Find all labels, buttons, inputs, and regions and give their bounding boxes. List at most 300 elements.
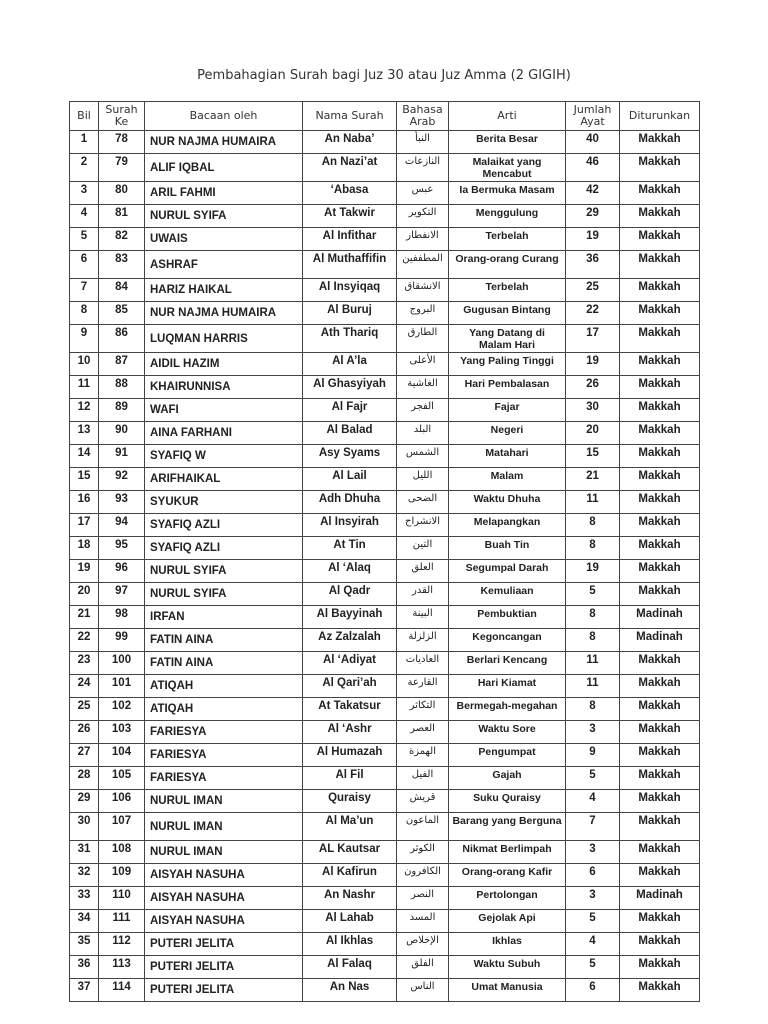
cell-nama-surah: Al A’la bbox=[303, 353, 397, 376]
cell-nama-surah: At Tin bbox=[303, 537, 397, 560]
cell-arti: Nikmat Berlimpah bbox=[449, 841, 566, 864]
cell-surah-ke: 82 bbox=[99, 228, 145, 251]
cell-jumlah-ayat: 5 bbox=[566, 583, 620, 606]
cell-bil: 6 bbox=[70, 251, 99, 279]
cell-arti: Terbelah bbox=[449, 228, 566, 251]
cell-nama-surah: AL Kautsar bbox=[303, 841, 397, 864]
cell-arabic: التين bbox=[397, 537, 449, 560]
cell-bil: 1 bbox=[70, 131, 99, 154]
cell-nama-surah: Al Humazah bbox=[303, 744, 397, 767]
cell-diturunkan: Makkah bbox=[620, 445, 700, 468]
cell-nama-surah: An Nashr bbox=[303, 887, 397, 910]
cell-surah-ke: 94 bbox=[99, 514, 145, 537]
cell-arabic: العلق bbox=[397, 560, 449, 583]
header-bahasa-arab: Bahasa Arab bbox=[397, 102, 449, 131]
cell-arabic: القدر bbox=[397, 583, 449, 606]
surah-table bbox=[69, 101, 700, 1002]
cell-reader: LUQMAN HARRIS bbox=[145, 325, 303, 353]
cell-arti: Kemuliaan bbox=[449, 583, 566, 606]
cell-arti: Pertolongan bbox=[449, 887, 566, 910]
cell-arabic: المطففين bbox=[397, 251, 449, 279]
table-row bbox=[70, 606, 700, 629]
cell-bil: 18 bbox=[70, 537, 99, 560]
cell-jumlah-ayat: 46 bbox=[566, 154, 620, 182]
cell-arabic: الانشراح bbox=[397, 514, 449, 537]
cell-bil: 4 bbox=[70, 205, 99, 228]
cell-nama-surah: Al Insyiqaq bbox=[303, 279, 397, 302]
cell-diturunkan: Makkah bbox=[620, 491, 700, 514]
cell-arti: Suku Quraisy bbox=[449, 790, 566, 813]
cell-reader: ATIQAH bbox=[145, 675, 303, 698]
cell-arti: Berlari Kencang bbox=[449, 652, 566, 675]
cell-bil: 35 bbox=[70, 933, 99, 956]
cell-nama-surah: An Nas bbox=[303, 979, 397, 1002]
cell-reader: NURUL SYIFA bbox=[145, 205, 303, 228]
cell-surah-ke: 106 bbox=[99, 790, 145, 813]
table-row bbox=[70, 721, 700, 744]
cell-reader: NURUL SYIFA bbox=[145, 560, 303, 583]
table-row bbox=[70, 468, 700, 491]
cell-arti: Hari Pembalasan bbox=[449, 376, 566, 399]
cell-diturunkan: Makkah bbox=[620, 583, 700, 606]
cell-bil: 17 bbox=[70, 514, 99, 537]
cell-bil: 27 bbox=[70, 744, 99, 767]
cell-reader: AINA FARHANI bbox=[145, 422, 303, 445]
cell-arti: Pengumpat bbox=[449, 744, 566, 767]
cell-arti: Menggulung bbox=[449, 205, 566, 228]
table-row bbox=[70, 154, 700, 182]
cell-surah-ke: 95 bbox=[99, 537, 145, 560]
table-row bbox=[70, 864, 700, 887]
cell-arti: Kegoncangan bbox=[449, 629, 566, 652]
cell-bil: 10 bbox=[70, 353, 99, 376]
cell-arabic: المسد bbox=[397, 910, 449, 933]
cell-arti: Fajar bbox=[449, 399, 566, 422]
cell-reader: AISYAH NASUHA bbox=[145, 910, 303, 933]
cell-diturunkan: Makkah bbox=[620, 422, 700, 445]
cell-nama-surah: Al Infithar bbox=[303, 228, 397, 251]
table-row bbox=[70, 251, 700, 279]
cell-arabic: البينة bbox=[397, 606, 449, 629]
cell-jumlah-ayat: 7 bbox=[566, 813, 620, 841]
table-row bbox=[70, 583, 700, 606]
cell-nama-surah: Al Bayyinah bbox=[303, 606, 397, 629]
cell-jumlah-ayat: 19 bbox=[566, 353, 620, 376]
cell-jumlah-ayat: 36 bbox=[566, 251, 620, 279]
table-row bbox=[70, 841, 700, 864]
cell-nama-surah: Al Muthaffifin bbox=[303, 251, 397, 279]
cell-diturunkan: Madinah bbox=[620, 606, 700, 629]
cell-arabic: النازعات bbox=[397, 154, 449, 182]
cell-jumlah-ayat: 22 bbox=[566, 302, 620, 325]
cell-reader: ARIL FAHMI bbox=[145, 182, 303, 205]
cell-arti: Negeri bbox=[449, 422, 566, 445]
cell-bil: 7 bbox=[70, 279, 99, 302]
table-row bbox=[70, 514, 700, 537]
cell-jumlah-ayat: 3 bbox=[566, 887, 620, 910]
cell-reader: NURUL SYIFA bbox=[145, 583, 303, 606]
cell-jumlah-ayat: 30 bbox=[566, 399, 620, 422]
cell-reader: ARIFHAIKAL bbox=[145, 468, 303, 491]
cell-jumlah-ayat: 6 bbox=[566, 864, 620, 887]
cell-arti: Malam bbox=[449, 468, 566, 491]
cell-surah-ke: 112 bbox=[99, 933, 145, 956]
cell-nama-surah: An Nazi’at bbox=[303, 154, 397, 182]
cell-surah-ke: 92 bbox=[99, 468, 145, 491]
cell-diturunkan: Makkah bbox=[620, 652, 700, 675]
cell-bil: 24 bbox=[70, 675, 99, 698]
cell-diturunkan: Makkah bbox=[620, 841, 700, 864]
cell-arabic: الأعلى bbox=[397, 353, 449, 376]
cell-reader: PUTERI JELITA bbox=[145, 933, 303, 956]
cell-surah-ke: 91 bbox=[99, 445, 145, 468]
cell-bil: 28 bbox=[70, 767, 99, 790]
cell-jumlah-ayat: 4 bbox=[566, 790, 620, 813]
cell-arabic: القارعة bbox=[397, 675, 449, 698]
cell-jumlah-ayat: 4 bbox=[566, 933, 620, 956]
cell-jumlah-ayat: 8 bbox=[566, 698, 620, 721]
cell-reader: SYUKUR bbox=[145, 491, 303, 514]
cell-diturunkan: Makkah bbox=[620, 131, 700, 154]
cell-surah-ke: 86 bbox=[99, 325, 145, 353]
cell-bil: 33 bbox=[70, 887, 99, 910]
cell-arti: Yang Datang di Malam Hari bbox=[449, 325, 566, 353]
cell-bil: 2 bbox=[70, 154, 99, 182]
cell-arabic: الزلزلة bbox=[397, 629, 449, 652]
cell-nama-surah: Al Lail bbox=[303, 468, 397, 491]
cell-diturunkan: Makkah bbox=[620, 325, 700, 353]
cell-arti: Segumpal Darah bbox=[449, 560, 566, 583]
cell-arabic: الكوثر bbox=[397, 841, 449, 864]
cell-arabic: الفجر bbox=[397, 399, 449, 422]
cell-nama-surah: Al ‘Adiyat bbox=[303, 652, 397, 675]
cell-arabic: الانفطار bbox=[397, 228, 449, 251]
cell-diturunkan: Madinah bbox=[620, 629, 700, 652]
cell-reader: ATIQAH bbox=[145, 698, 303, 721]
cell-nama-surah: Ath Thariq bbox=[303, 325, 397, 353]
cell-surah-ke: 107 bbox=[99, 813, 145, 841]
cell-diturunkan: Madinah bbox=[620, 887, 700, 910]
cell-arti: Yang Paling Tinggi bbox=[449, 353, 566, 376]
cell-jumlah-ayat: 6 bbox=[566, 979, 620, 1002]
cell-reader: NURUL IMAN bbox=[145, 790, 303, 813]
cell-reader: NURUL IMAN bbox=[145, 813, 303, 841]
cell-reader: SYAFIQ W bbox=[145, 445, 303, 468]
cell-reader: KHAIRUNNISA bbox=[145, 376, 303, 399]
cell-surah-ke: 114 bbox=[99, 979, 145, 1002]
cell-surah-ke: 87 bbox=[99, 353, 145, 376]
header-bacaan-oleh: Bacaan oleh bbox=[145, 102, 303, 131]
cell-diturunkan: Makkah bbox=[620, 721, 700, 744]
header-nama-surah: Nama Surah bbox=[303, 102, 397, 131]
cell-nama-surah: Al Qadr bbox=[303, 583, 397, 606]
cell-diturunkan: Makkah bbox=[620, 698, 700, 721]
cell-arti: Waktu Subuh bbox=[449, 956, 566, 979]
cell-arabic: الشمس bbox=[397, 445, 449, 468]
cell-diturunkan: Makkah bbox=[620, 790, 700, 813]
cell-jumlah-ayat: 26 bbox=[566, 376, 620, 399]
cell-jumlah-ayat: 5 bbox=[566, 767, 620, 790]
cell-jumlah-ayat: 11 bbox=[566, 675, 620, 698]
cell-arti: Gugusan Bintang bbox=[449, 302, 566, 325]
cell-reader: AISYAH NASUHA bbox=[145, 864, 303, 887]
cell-surah-ke: 105 bbox=[99, 767, 145, 790]
cell-nama-surah: At Takwir bbox=[303, 205, 397, 228]
table-row bbox=[70, 767, 700, 790]
cell-bil: 22 bbox=[70, 629, 99, 652]
cell-surah-ke: 97 bbox=[99, 583, 145, 606]
cell-arti: Hari Kiamat bbox=[449, 675, 566, 698]
table-row bbox=[70, 698, 700, 721]
cell-jumlah-ayat: 19 bbox=[566, 228, 620, 251]
cell-surah-ke: 83 bbox=[99, 251, 145, 279]
cell-reader: FARIESYA bbox=[145, 721, 303, 744]
cell-surah-ke: 78 bbox=[99, 131, 145, 154]
cell-bil: 11 bbox=[70, 376, 99, 399]
cell-surah-ke: 104 bbox=[99, 744, 145, 767]
cell-reader: AISYAH NASUHA bbox=[145, 887, 303, 910]
cell-bil: 31 bbox=[70, 841, 99, 864]
cell-reader: SYAFIQ AZLI bbox=[145, 514, 303, 537]
cell-jumlah-ayat: 40 bbox=[566, 131, 620, 154]
cell-reader: IRFAN bbox=[145, 606, 303, 629]
cell-nama-surah: Al Fajr bbox=[303, 399, 397, 422]
cell-arti: Buah Tin bbox=[449, 537, 566, 560]
cell-nama-surah: Al Kafirun bbox=[303, 864, 397, 887]
cell-diturunkan: Makkah bbox=[620, 353, 700, 376]
cell-surah-ke: 93 bbox=[99, 491, 145, 514]
cell-surah-ke: 99 bbox=[99, 629, 145, 652]
cell-surah-ke: 81 bbox=[99, 205, 145, 228]
cell-jumlah-ayat: 11 bbox=[566, 491, 620, 514]
cell-surah-ke: 96 bbox=[99, 560, 145, 583]
cell-nama-surah: An Naba’ bbox=[303, 131, 397, 154]
cell-arabic: النبأ bbox=[397, 131, 449, 154]
cell-arti: Matahari bbox=[449, 445, 566, 468]
table-row bbox=[70, 491, 700, 514]
cell-arabic: البروج bbox=[397, 302, 449, 325]
cell-nama-surah: Al Ghasyiyah bbox=[303, 376, 397, 399]
cell-diturunkan: Makkah bbox=[620, 933, 700, 956]
cell-arti: Ia Bermuka Masam bbox=[449, 182, 566, 205]
cell-arabic: الطارق bbox=[397, 325, 449, 353]
cell-nama-surah: Al Balad bbox=[303, 422, 397, 445]
cell-diturunkan: Makkah bbox=[620, 910, 700, 933]
cell-surah-ke: 90 bbox=[99, 422, 145, 445]
cell-diturunkan: Makkah bbox=[620, 864, 700, 887]
cell-reader: UWAIS bbox=[145, 228, 303, 251]
cell-nama-surah: Al Ma’un bbox=[303, 813, 397, 841]
cell-bil: 14 bbox=[70, 445, 99, 468]
cell-diturunkan: Makkah bbox=[620, 744, 700, 767]
cell-jumlah-ayat: 8 bbox=[566, 606, 620, 629]
table-row bbox=[70, 228, 700, 251]
cell-arti: Berita Besar bbox=[449, 131, 566, 154]
cell-reader: ALIF IQBAL bbox=[145, 154, 303, 182]
table-row bbox=[70, 302, 700, 325]
table-row bbox=[70, 790, 700, 813]
header-surah-ke: Surah Ke bbox=[99, 102, 145, 131]
cell-surah-ke: 89 bbox=[99, 399, 145, 422]
cell-surah-ke: 103 bbox=[99, 721, 145, 744]
cell-surah-ke: 100 bbox=[99, 652, 145, 675]
cell-arti: Gejolak Api bbox=[449, 910, 566, 933]
table-row bbox=[70, 353, 700, 376]
cell-nama-surah: Quraisy bbox=[303, 790, 397, 813]
table-row bbox=[70, 813, 700, 841]
document-title: Pembahagian Surah bagi Juz 30 atau Juz Amma (2 GIGIH) bbox=[197, 68, 571, 83]
cell-reader: HARIZ HAIKAL bbox=[145, 279, 303, 302]
cell-surah-ke: 113 bbox=[99, 956, 145, 979]
table-row bbox=[70, 325, 700, 353]
cell-diturunkan: Makkah bbox=[620, 376, 700, 399]
cell-arabic: البلد bbox=[397, 422, 449, 445]
cell-arabic: الضحى bbox=[397, 491, 449, 514]
table-row bbox=[70, 652, 700, 675]
table-row bbox=[70, 537, 700, 560]
cell-nama-surah: Az Zalzalah bbox=[303, 629, 397, 652]
cell-arabic: الإخلاص bbox=[397, 933, 449, 956]
header-row bbox=[70, 102, 700, 131]
cell-surah-ke: 79 bbox=[99, 154, 145, 182]
cell-arabic: العاديات bbox=[397, 652, 449, 675]
cell-surah-ke: 102 bbox=[99, 698, 145, 721]
cell-reader: WAFI bbox=[145, 399, 303, 422]
cell-diturunkan: Makkah bbox=[620, 182, 700, 205]
cell-arti: Waktu Sore bbox=[449, 721, 566, 744]
cell-nama-surah: Al Buruj bbox=[303, 302, 397, 325]
cell-bil: 20 bbox=[70, 583, 99, 606]
cell-jumlah-ayat: 11 bbox=[566, 652, 620, 675]
table-row bbox=[70, 933, 700, 956]
cell-diturunkan: Makkah bbox=[620, 537, 700, 560]
cell-bil: 9 bbox=[70, 325, 99, 353]
cell-bil: 19 bbox=[70, 560, 99, 583]
cell-arti: Orang-orang Kafir bbox=[449, 864, 566, 887]
cell-arti: Pembuktian bbox=[449, 606, 566, 629]
table-row bbox=[70, 445, 700, 468]
cell-jumlah-ayat: 15 bbox=[566, 445, 620, 468]
cell-diturunkan: Makkah bbox=[620, 813, 700, 841]
header-arti: Arti bbox=[449, 102, 566, 131]
table-body bbox=[70, 131, 700, 1002]
cell-arabic: عبس bbox=[397, 182, 449, 205]
cell-reader: PUTERI JELITA bbox=[145, 979, 303, 1002]
cell-reader: FARIESYA bbox=[145, 744, 303, 767]
table-row bbox=[70, 279, 700, 302]
cell-surah-ke: 111 bbox=[99, 910, 145, 933]
cell-reader: AIDIL HAZIM bbox=[145, 353, 303, 376]
cell-diturunkan: Makkah bbox=[620, 514, 700, 537]
cell-bil: 3 bbox=[70, 182, 99, 205]
cell-jumlah-ayat: 20 bbox=[566, 422, 620, 445]
cell-arti: Umat Manusia bbox=[449, 979, 566, 1002]
cell-arabic: قريش bbox=[397, 790, 449, 813]
cell-nama-surah: Al Lahab bbox=[303, 910, 397, 933]
cell-diturunkan: Makkah bbox=[620, 251, 700, 279]
cell-arti: Barang yang Berguna bbox=[449, 813, 566, 841]
table-row bbox=[70, 131, 700, 154]
cell-jumlah-ayat: 5 bbox=[566, 910, 620, 933]
cell-bil: 34 bbox=[70, 910, 99, 933]
cell-diturunkan: Makkah bbox=[620, 675, 700, 698]
cell-bil: 36 bbox=[70, 956, 99, 979]
cell-diturunkan: Makkah bbox=[620, 205, 700, 228]
cell-surah-ke: 80 bbox=[99, 182, 145, 205]
cell-arabic: التكاثر bbox=[397, 698, 449, 721]
cell-bil: 8 bbox=[70, 302, 99, 325]
cell-surah-ke: 101 bbox=[99, 675, 145, 698]
cell-diturunkan: Makkah bbox=[620, 468, 700, 491]
header-jumlah-ayat: Jumlah Ayat bbox=[566, 102, 620, 131]
cell-jumlah-ayat: 29 bbox=[566, 205, 620, 228]
cell-arabic: الانشقاق bbox=[397, 279, 449, 302]
cell-reader: FATIN AINA bbox=[145, 652, 303, 675]
cell-arabic: النصر bbox=[397, 887, 449, 910]
cell-diturunkan: Makkah bbox=[620, 979, 700, 1002]
cell-surah-ke: 84 bbox=[99, 279, 145, 302]
cell-jumlah-ayat: 42 bbox=[566, 182, 620, 205]
cell-arabic: العصر bbox=[397, 721, 449, 744]
cell-reader: NUR NAJMA HUMAIRA bbox=[145, 302, 303, 325]
cell-arti: Gajah bbox=[449, 767, 566, 790]
cell-bil: 21 bbox=[70, 606, 99, 629]
table-row bbox=[70, 744, 700, 767]
cell-jumlah-ayat: 8 bbox=[566, 537, 620, 560]
cell-jumlah-ayat: 8 bbox=[566, 514, 620, 537]
cell-reader: FATIN AINA bbox=[145, 629, 303, 652]
cell-bil: 37 bbox=[70, 979, 99, 1002]
cell-arabic: الفلق bbox=[397, 956, 449, 979]
cell-arti: Waktu Dhuha bbox=[449, 491, 566, 514]
cell-bil: 12 bbox=[70, 399, 99, 422]
cell-jumlah-ayat: 3 bbox=[566, 721, 620, 744]
cell-jumlah-ayat: 3 bbox=[566, 841, 620, 864]
cell-diturunkan: Makkah bbox=[620, 228, 700, 251]
cell-jumlah-ayat: 8 bbox=[566, 629, 620, 652]
table-row bbox=[70, 560, 700, 583]
cell-arabic: الناس bbox=[397, 979, 449, 1002]
cell-jumlah-ayat: 19 bbox=[566, 560, 620, 583]
cell-surah-ke: 108 bbox=[99, 841, 145, 864]
cell-arabic: الهمزة bbox=[397, 744, 449, 767]
cell-jumlah-ayat: 21 bbox=[566, 468, 620, 491]
cell-nama-surah: ‘Abasa bbox=[303, 182, 397, 205]
cell-bil: 29 bbox=[70, 790, 99, 813]
cell-diturunkan: Makkah bbox=[620, 399, 700, 422]
cell-surah-ke: 98 bbox=[99, 606, 145, 629]
cell-diturunkan: Makkah bbox=[620, 154, 700, 182]
cell-nama-surah: Al Ikhlas bbox=[303, 933, 397, 956]
cell-nama-surah: At Takatsur bbox=[303, 698, 397, 721]
cell-arabic: التكوير bbox=[397, 205, 449, 228]
cell-bil: 32 bbox=[70, 864, 99, 887]
cell-diturunkan: Makkah bbox=[620, 302, 700, 325]
cell-bil: 25 bbox=[70, 698, 99, 721]
cell-arabic: الفيل bbox=[397, 767, 449, 790]
cell-arabic: الليل bbox=[397, 468, 449, 491]
cell-reader: ASHRAF bbox=[145, 251, 303, 279]
table-row bbox=[70, 182, 700, 205]
cell-reader: FARIESYA bbox=[145, 767, 303, 790]
cell-nama-surah: Al ‘Ashr bbox=[303, 721, 397, 744]
cell-bil: 30 bbox=[70, 813, 99, 841]
cell-arabic: الماعون bbox=[397, 813, 449, 841]
table-row bbox=[70, 629, 700, 652]
cell-arti: Melapangkan bbox=[449, 514, 566, 537]
table-row bbox=[70, 910, 700, 933]
table-row bbox=[70, 979, 700, 1002]
